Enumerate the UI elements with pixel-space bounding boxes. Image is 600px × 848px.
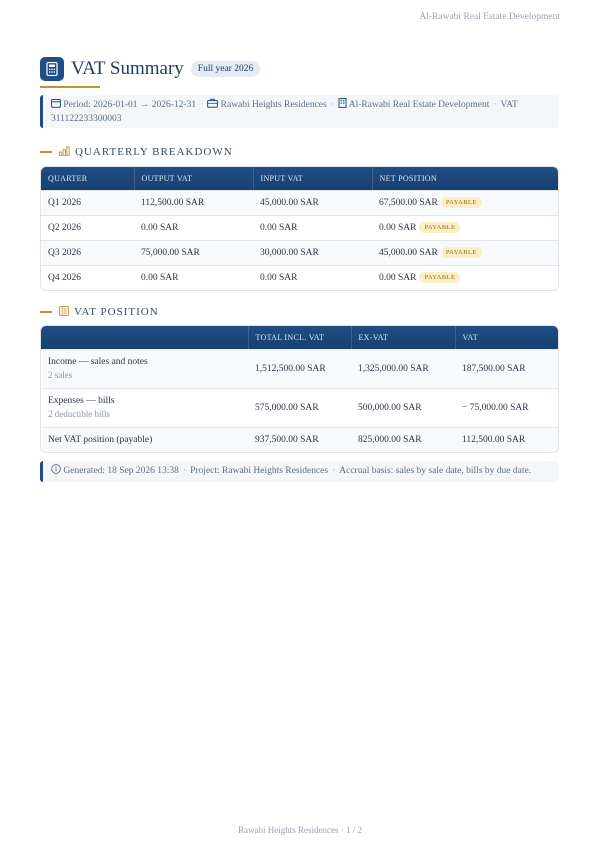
net-value: 45,000.00 SAR — [379, 248, 438, 258]
output-vat-cell: 75,000.00 SAR — [134, 240, 253, 265]
ex-vat-cell: 825,000.00 SAR — [351, 427, 455, 452]
info-icon — [51, 466, 61, 476]
net-position-cell — [372, 265, 558, 290]
input-vat-cell: 30,000.00 SAR — [253, 240, 372, 265]
table-row — [41, 215, 558, 240]
page-footer: Rawabi Heights Residences · 1 / 2 — [238, 825, 362, 835]
table-row — [41, 388, 558, 427]
vat-cell: 187,500.00 SAR — [455, 349, 558, 388]
quarter-cell: Q4 2026 — [41, 265, 134, 290]
column-header — [41, 326, 248, 349]
output-vat-cell: 0.00 SAR — [134, 215, 253, 240]
quarter-cell: Q1 2026 — [41, 190, 134, 215]
section-dash — [40, 151, 52, 153]
generated-note: Generated: 18 Sep 2026 13:38 · Project: Rawabi Heights Residences · Accrual basis: sales by sale date, bills by due date. — [40, 461, 559, 482]
column-header: QUARTER — [41, 167, 134, 190]
row-sublabel: 2 sales — [48, 370, 73, 380]
meta-vat-label: VAT — [500, 100, 518, 110]
net-position-cell — [372, 240, 558, 265]
title-row — [40, 57, 260, 81]
briefcase-icon — [207, 100, 218, 110]
meta-vat-number: 311122233300003 — [51, 114, 122, 124]
bar-chart-icon — [59, 143, 70, 161]
table-row — [41, 265, 558, 290]
ex-vat-cell: 500,000.00 SAR — [351, 388, 455, 427]
note-basis: Accrual basis: sales by sale date, bills by due date. — [339, 466, 532, 476]
note-project: Project: Rawabi Heights Residences — [190, 466, 329, 476]
input-vat-cell: 45,000.00 SAR — [253, 190, 372, 215]
meta-project: Rawabi Heights Residences — [220, 100, 327, 110]
net-position-cell — [372, 190, 558, 215]
quarter-cell: Q3 2026 — [41, 240, 134, 265]
table-row — [41, 427, 558, 452]
row-label: Income — sales and notes — [48, 357, 148, 367]
total-cell: 575,000.00 SAR — [248, 388, 351, 427]
row-label-cell — [41, 349, 248, 388]
quarterly-table — [40, 166, 559, 291]
vat-position-table — [40, 325, 559, 453]
output-vat-cell: 0.00 SAR — [134, 265, 253, 290]
input-vat-cell: 0.00 SAR — [253, 265, 372, 290]
status-badge: PAYABLE — [441, 197, 482, 208]
column-header: VAT — [462, 332, 478, 342]
net-value: 0.00 SAR — [379, 273, 417, 284]
row-label-cell — [41, 388, 248, 427]
section-quarterly-title: QUARTERLY BREAKDOWN — [75, 146, 233, 158]
row-label: Expenses — bills — [48, 396, 115, 406]
status-badge: PAYABLE — [419, 272, 460, 283]
status-badge: PAYABLE — [441, 247, 482, 258]
input-vat-cell: 0.00 SAR — [253, 215, 372, 240]
total-cell: 937,500.00 SAR — [248, 427, 351, 452]
title-underline — [40, 86, 100, 88]
building-icon — [338, 100, 347, 110]
meta-period: Period: 2026-01-01 → 2026-12-31 — [63, 100, 197, 110]
section-dash — [40, 311, 52, 313]
page-title: VAT Summary — [71, 58, 184, 79]
period-badge: Full year 2026 — [191, 61, 260, 77]
table-row — [41, 240, 558, 265]
table-row — [41, 190, 558, 215]
quarterly-header-row — [41, 167, 558, 190]
table-row — [41, 349, 558, 388]
calendar-icon — [51, 100, 61, 110]
section-quarterly-header — [40, 143, 233, 161]
note-generated: Generated: 18 Sep 2026 13:38 — [63, 466, 179, 476]
output-vat-cell: 112,500.00 SAR — [134, 190, 253, 215]
column-header: INPUT VAT — [253, 167, 372, 190]
quarter-cell: Q2 2026 — [41, 215, 134, 240]
position-header-row — [41, 326, 558, 349]
section-position-header — [40, 303, 159, 321]
total-cell: 1,512,500.00 SAR — [248, 349, 351, 388]
vat-cell: − 75,000.00 SAR — [455, 388, 558, 427]
header-company: Al-Rawabi Real Estate Development — [419, 12, 560, 22]
net-value: 67,500.00 SAR — [379, 198, 438, 208]
column-header: OUTPUT VAT — [134, 167, 253, 190]
net-value: 0.00 SAR — [379, 223, 417, 233]
column-header: EX-VAT — [351, 326, 455, 349]
ex-vat-cell: 1,325,000.00 SAR — [351, 349, 455, 388]
net-position-cell — [372, 215, 558, 240]
column-header: NET POSITION — [379, 173, 437, 183]
vat-cell: 112,500.00 SAR — [455, 427, 558, 452]
row-sublabel: 2 deductible bills — [48, 409, 110, 419]
ledger-icon — [59, 303, 69, 321]
meta-company: Al-Rawabi Real Estate Development — [348, 100, 490, 110]
section-position-title: VAT POSITION — [74, 306, 159, 318]
column-header: TOTAL INCL. VAT — [248, 326, 351, 349]
row-label-cell: Net VAT position (payable) — [41, 427, 248, 452]
meta-info-box: Period: 2026-01-01 → 2026-12-31 · Rawabi Heights Residences · Al-Rawabi Real Estate Development · VAT 311122233300003 — [40, 95, 559, 128]
status-badge: PAYABLE — [419, 222, 460, 233]
calculator-icon — [40, 57, 64, 81]
